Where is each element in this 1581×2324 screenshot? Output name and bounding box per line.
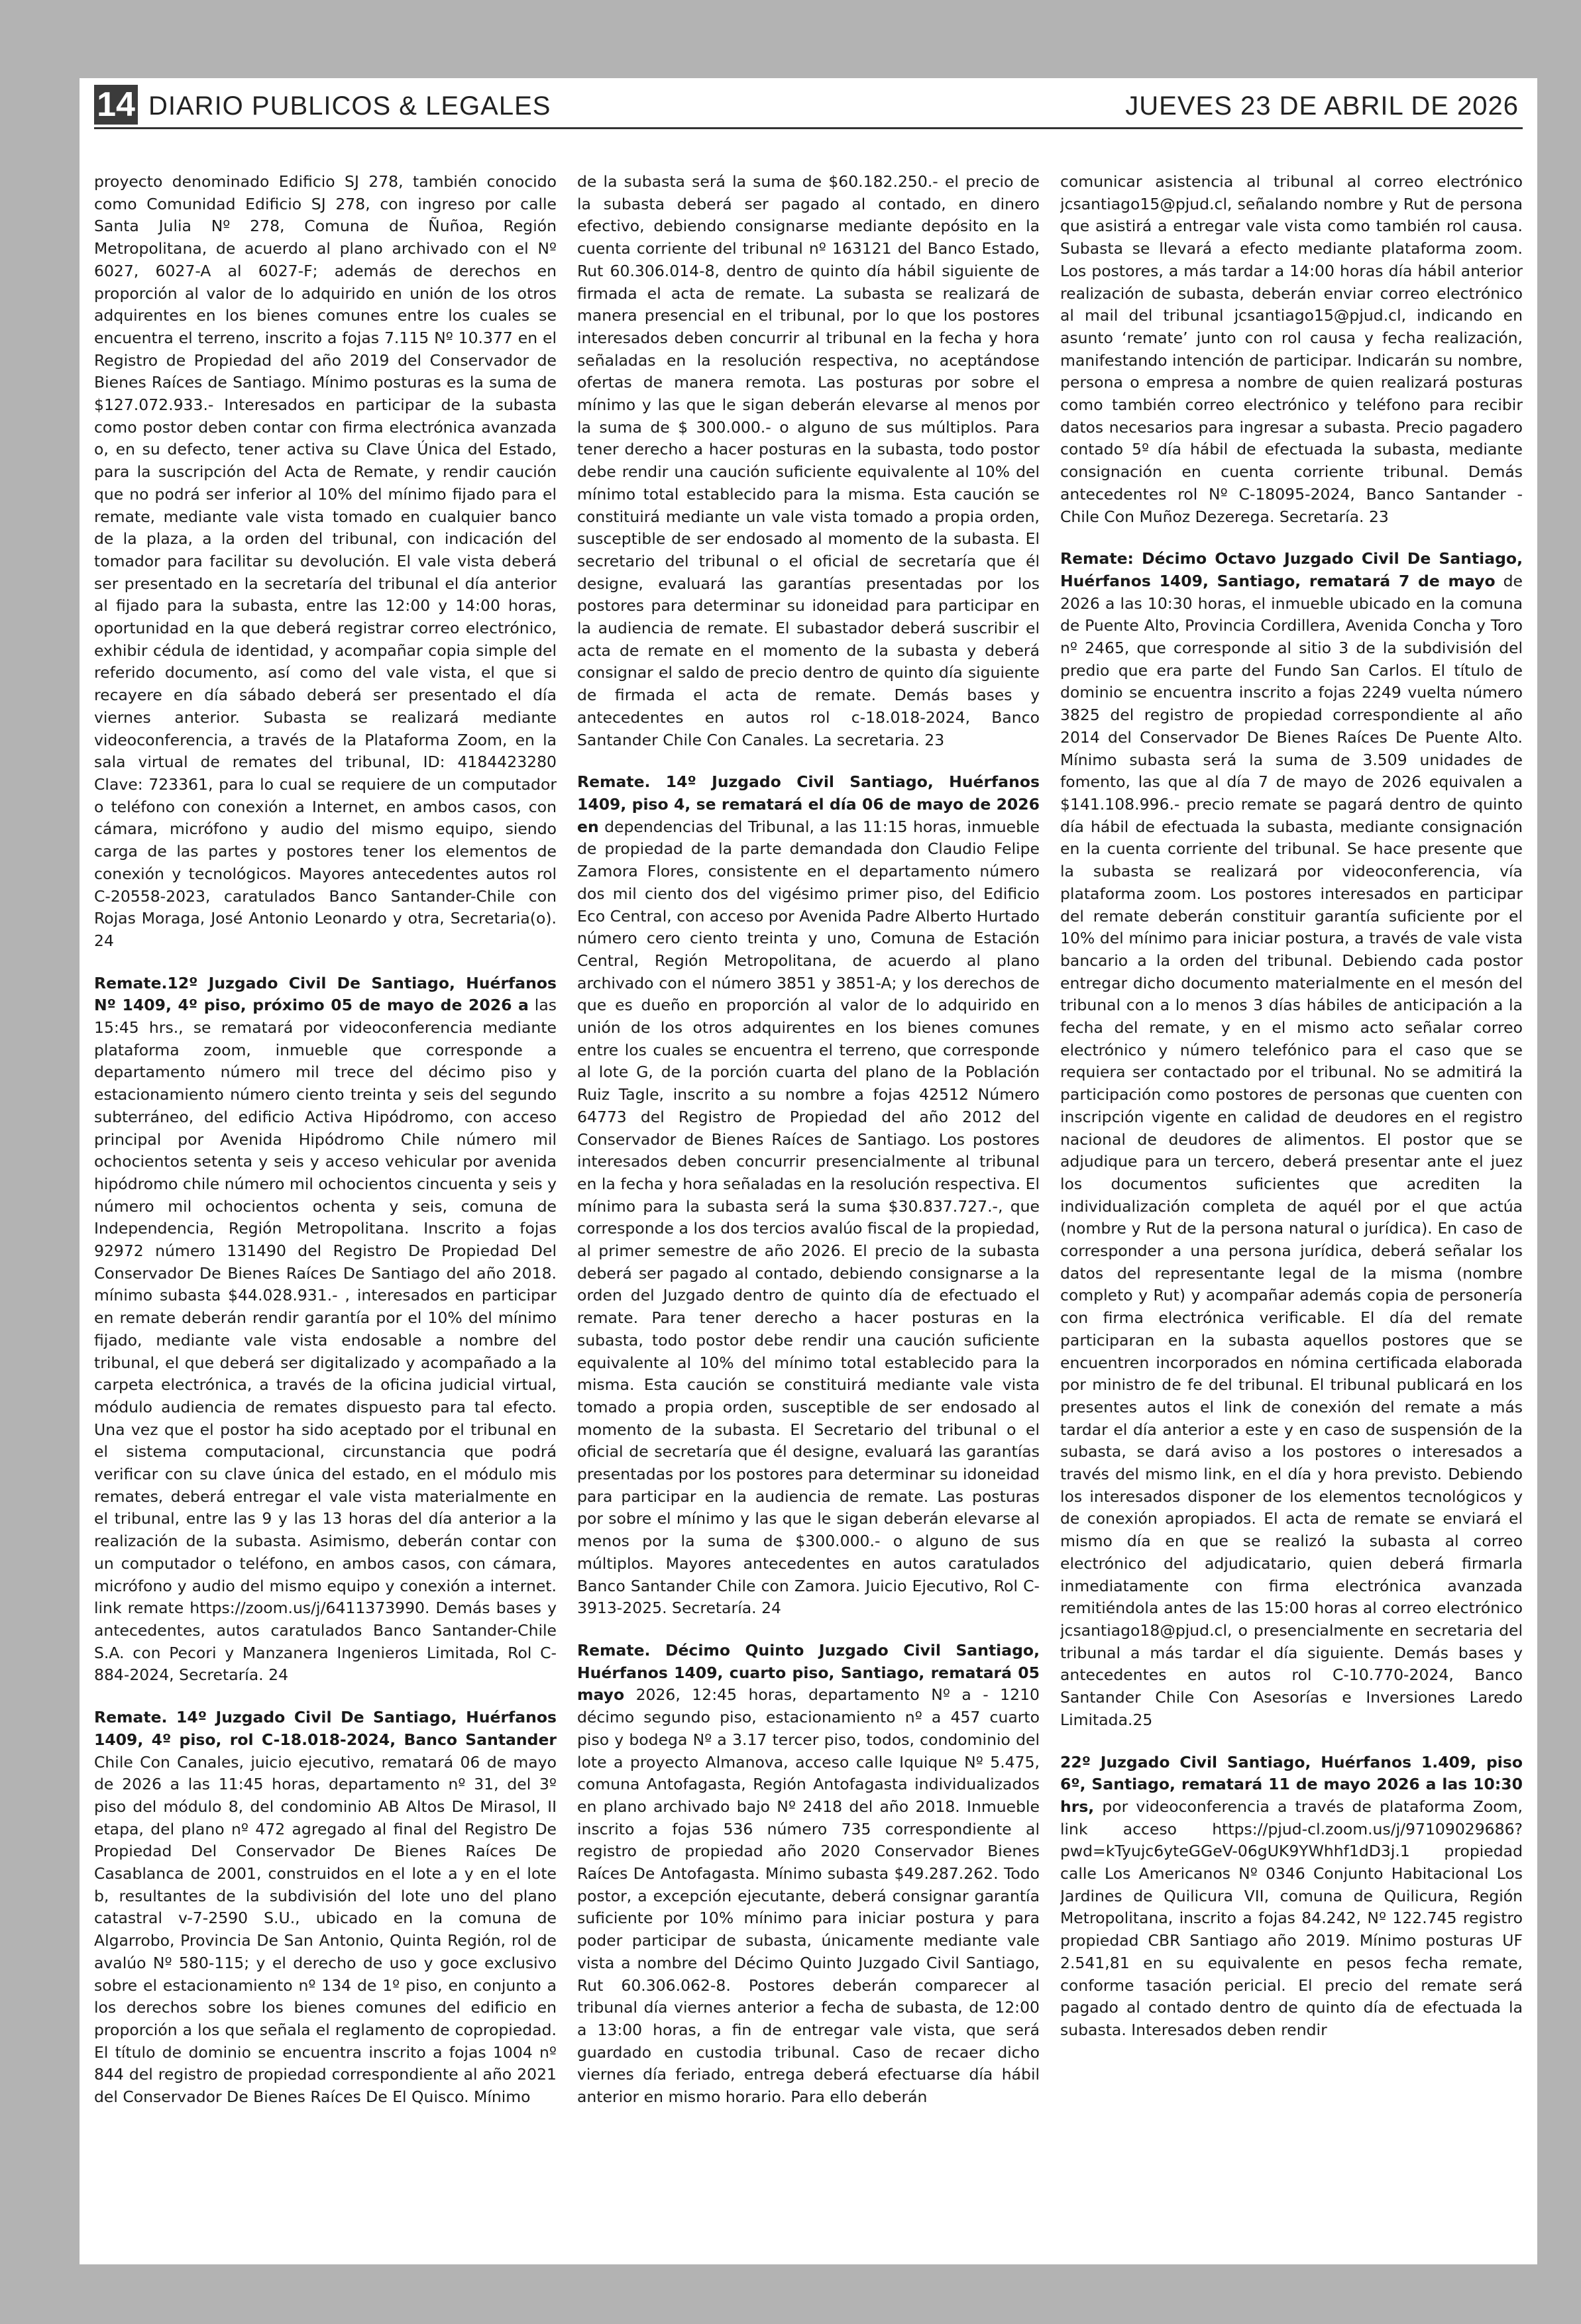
notice-body: 2026, 12:45 horas, departamento Nº a - 1210 décimo segundo piso, estacionamiento nº a 457 cuarto piso y bodega Nº a 3.17 tercer piso, todos, condominio del lote a proyecto Almanova, acceso calle Iquique Nº 5.475, comuna Antofagasta, Región Antofagasta individualizados en plano archivado bajo Nº 2418 del año 2018. Inmueble inscrito a fojas 536 número 735 correspondiente al registro de propiedad año 2020 Conservador Bienes Raíces De Antofagasta. Mínimo subasta $49.287.262. Todo postor, a excepción ejecutante, deberá consignar garantía suficiente por 10% mínimo para iniciar postura y para poder participar de subasta, únicamente mediante vale vista a nombre del Décimo Quinto Juzgado Civil Santiago, Rut 60.306.062-8. Postores deberán comparecer al tribunal día viernes anterior a fecha de subasta, de 12:00 a 13:00 horas, a fin de entregar vale vista, que será guardado en custodia tribunal. Caso de recaer dicho viernes día feriado, entrega deberá efectuarse día hábil anterior en mismo horario. Para ello deberán xyxy=(577,1685,1040,2107)
notice-title: Remate: Décimo Octavo Juzgado Civil De Santiago, Huérfanos 1409, Santiago, rematará 7 de mayo xyxy=(1060,549,1523,590)
notice-columns xyxy=(94,171,1523,2251)
notice-title: Remate. 14º Juzgado Civil De Santiago, Huérfanos 1409, 4º piso, rol C-18.018-2024, Banco Santander xyxy=(94,1708,557,1749)
notice-body: dependencias del Tribunal, a las 11:15 horas, inmueble de propiedad de la parte demandada don Claudio Felipe Zamora Flores, consistente en el departamento número dos mil ciento dos del vigésimo primer piso, del Edificio Eco Central, con acceso por Avenida Padre Alberto Hurtado número cero ciento treinta y uno, Comuna de Estación Central, Región Metropolitana, de acuerdo al plano archivado con el número 3851 y 3851-A; y los derechos de que es dueño en proporción al valor de lo adquirido en unión de los otros adquirentes en los bienes comunes entre los cuales se encuentra el terreno, que corresponde al lote G, de la porción cuarta del plano de la Población Ruiz Tagle, inscrito a su nombre a fojas 42512 Número 64773 del Registro de Propiedad del año 2012 del Conservador de Bienes Raíces de Santiago. Los postores interesados deben concurrir presencialmente al tribunal en la fecha y hora señaladas en la resolución respectiva. El mínimo para la subasta será la suma $30.837.727.-, que corresponde a los dos tercios avalúo fiscal de la propiedad, al primer semestre de año 2026. El precio de la subasta deberá ser pagado al contado, debiendo consignarse a la orden del Juzgado dentro de quinto día de efectuado el remate. Para tener derecho a hacer posturas en la subasta, todo postor debe rendir una caución suficiente equivalente al 10% del mínimo total establecido para la misma. Esta caución se constituirá mediante vale vista tomado a propia orden, susceptible de ser endosado al momento de la subasta. El Secretario del tribunal o el oficial de secretaría que él designe, evaluará las garantías presentadas por los postores para determinar su idoneidad para participar en la audiencia de remate. Las posturas por sobre el mínimo y las que le sigan deberán elevarse al menos por la suma de $300.000.- o alguno de sus múltiplos. Mayores antecedentes en autos caratulados Banco Santander Chile con Zamora. Juicio Ejecutivo, Rol C-3913-2025. Secretaría. 24 xyxy=(577,817,1040,1618)
notice-body: de 2026 a las 10:30 horas, el inmueble ubicado en la comuna de Puente Alto, Provincia Cordillera, Avenida Concha y Toro nº 2465, que corresponde al sitio 3 de la subdivisión del predio que era parte del Fundo San Carlos. El título de dominio se encuentra inscrito a fojas 2249 vuelta número 3825 del registro de propiedad correspondiente al año 2014 del Conservador De Bienes Raíces De Puente Alto. Mínimo subasta será la suma de 3.509 unidades de fomento, las que al día 7 de mayo de 2026 equivalen a $141.108.996.- precio remate se pagará dentro de quinto día hábil de efectuada la subasta, mediante consignación en la cuenta corriente del tribunal. Se hace presente que la subasta se realizará por videoconferencia, vía plataforma zoom. Los postores interesados en participar del remate deberán constituir garantía suficiente por el 10% del mínimo para iniciar postura, a través de vale vista bancario a la orden del tribunal. Debiendo cada postor entregar dicho documento materialmente en el mesón del tribunal con a lo menos 3 días hábiles de anticipación a la fecha del remate, y en el mismo acto señalar correo electrónico y número telefónico para el caso que se requiera ser contactado por el tribunal. No se admitirá la participación como postores de personas que cuenten con inscripción vigente en calidad de deudores en el registro nacional de deudores de alimentos. El postor que se adjudique para un tercero, deberá presentar ante el juez los documentos suficientes que acrediten la individualización completa de aquél por el que actúa (nombre y Rut de la persona natural o jurídica). En caso de corresponder a una persona jurídica, deberá señalar los datos del representante legal de la misma (nombre completo y Rut) y acompañar además copia de personería con firma electrónica verificable. El día del remate participaran en la subasta aquellos postores que se encuentren incorporados en nómina certificada elaborada por ministro de fe del tribunal. El tribunal publicará en los presentes autos el link de conexión del remate a más tardar el día anterior a este y en caso de suspensión de la subasta, se dará aviso a los postores o interesados a través del mismo link, en el día y hora previsto. Debiendo los interesados disponer de los elementos tecnológicos y de conexión apropiados. El acta de remate se enviará el mismo día en que se realizó la subasta al correo electrónico del adjudicatario, quien deberá firmarla inmediatamente con firma electrónica avanzada remitiéndola antes de las 15:00 horas al correo electrónico jcsantiago18@pjud.cl, o presencialmente en secretaria del tribunal a más tardar el día siguiente. Demás bases y antecedentes en autos rol C-10.770-2024, Banco Santander Chile Con Asesorías e Inversiones Laredo Limitada.25 xyxy=(1060,571,1523,1729)
notice-title: Remate. Décimo Quinto Juzgado Civil Santiago, Huérfanos 1409, cuarto piso, Santiago, rematará 05 mayo xyxy=(577,1641,1040,1705)
newspaper-page xyxy=(80,78,1537,2264)
notice-body: de la subasta será la suma de $60.182.250.- el precio de la subasta deberá ser pagado al contado, en dinero efectivo, debiendo consignarse mediante depósito en la cuenta corriente del tribunal nº 163121 del Banco Estado, Rut 60.306.014-8, dentro de quinto día hábil siguiente de firmada el acta de remate. La subasta se realizará de manera presencial en el tribunal, por lo que los postores interesados deben concurrir al tribunal en la fecha y hora señaladas en la resolución respectiva, no aceptándose ofertas de manera remota. Las posturas por sobre el mínimo y las que le sigan deberán elevarse al menos por la suma de $ 300.000.- o alguno de sus múltiplos. Para tener derecho a hacer posturas en la subasta, todo postor debe rendir una caución suficiente equivalente al 10% del mínimo total establecido para la misma. Esta caución se constituirá mediante un vale vista tomado a propia orden, susceptible de ser endosado al momento de la subasta. El secretario del tribunal o el oficial de secretaría que él designe, evaluará las garantías presentadas por los postores para determinar su idoneidad para participar en la audiencia de remate. El subastador deberá suscribir el acta de remate en el momento de la subasta y deberá consignar el saldo de precio dentro de quinto día siguiente de firmada el acta de remate. Demás bases y antecedentes en autos rol c-18.018-2024, Banco Santander Chile Con Canales. La secretaria. 23 xyxy=(577,172,1040,749)
notice-title: Remate.12º Juzgado Civil De Santiago, Huérfanos Nº 1409, 4º piso, próximo 05 de mayo de 2026 a xyxy=(94,973,557,1015)
legal-notice xyxy=(94,171,557,953)
publication-name: DIARIO PUBLICOS & LEGALES xyxy=(148,91,551,121)
legal-notice xyxy=(1060,1752,1523,2042)
notice-title: Remate. 14º Juzgado Civil Santiago, Huérfanos 1409, piso 4, se rematará el día 06 de mayo de 2026 en xyxy=(577,772,1040,836)
legal-notice xyxy=(577,1640,1040,2109)
notice-body: por videoconferencia a través de plataforma Zoom, link acceso https://pjud-cl.zoom.us/j/97109029686?pwd=kTyujc6yteGGeV-06gUK9YWhhf1dD3j.1 propiedad calle Los Americanos Nº 0346 Conjunto Habitacional Los Jardines de Quilicura VII, comuna de Quilicura, Región Metropolitana, inscrito a fojas 84.242, Nº 122.745 registro propiedad CBR Santiago año 2019. Mínimo posturas UF 2.541,81 en su equivalente en pesos fecha remate, conforme tasación pericial. El precio del remate será pagado al contado dentro de quinto día de efectuada la subasta. Interesados deben rendir xyxy=(1060,1797,1523,2039)
notice-body: comunicar asistencia al tribunal al correo electrónico jcsantiago15@pjud.cl, señalando nombre y Rut de persona que asistirá a entregar vale vista como también rol causa. Subasta se llevará a efecto mediante plataforma zoom. Los postores, a más tardar a 14:00 horas día hábil anterior realización de subasta, deberán enviar correo electrónico al mail del tribunal jcsantiago15@pjud.cl, indicando en asunto ‘remate’ junto con rol causa y fecha realización, manifestando intención de participar. Indicarán su nombre, persona o empresa a nombre de quien realizará posturas como también correo electrónico y teléfono para recibir datos necesarios para ingresar a subasta. Precio pagadero contado 5º día hábil de efectuada la subasta, mediante consignación en cuenta corriente tribunal. Demás antecedentes rol Nº C-18095-2024, Banco Santander - Chile Con Muñoz Dezerega. Secretaría. 23 xyxy=(1060,172,1523,526)
notice-body: proyecto denominado Edificio SJ 278, también conocido como Comunidad Edificio SJ 278, con ingreso por calle Santa Julia Nº 278, Comuna de Ñuñoa, Región Metropolitana, de acuerdo al plano archivado con el Nº 6027, 6027-A al 6027-F; además de derechos en proporción al valor de lo adquirido en unión de los otros adquirentes en los bienes comunes entre los cuales se encuentra el terreno, inscrito a fojas 7.115 Nº 10.377 en el Registro de Propiedad del año 2019 del Conservador de Bienes Raíces de Santiago. Mínimo posturas es la suma de $127.072.933.- Interesados en participar de la subasta como postor deben contar con firma electrónica avanzada o, en su defecto, tener activa su Clave Única del Estado, para la suscripción del Acta de Remate, y rendir caución que no podrá ser inferior al 10% del mínimo fijado para el remate, mediante vale vista tomado en cualquier banco de la plaza, a la orden del tribunal, con indicación del tomador para facilitar su devolución. El vale vista deberá ser presentado en la secretaría del tribunal el día anterior al fijado para la subasta, entre las 12:00 y 14:00 horas, oportunidad en la que deberá registrar correo electrónico, exhibir cédula de identidad, y acompañar copia simple del referido documento, así como del vale vista, el que si recayere en día sábado deberá ser presentado el día viernes anterior. Subasta se realizará mediante videoconferencia, a través de la Plataforma Zoom, en la sala virtual de remates del tribunal, ID: 4184423280 Clave: 723361, para lo cual se requiere de un computador o teléfono con conexión a Internet, en ambos casos, con cámara, micrófono y audio del mismo equipo, siendo carga de las partes y postores tener los elementos de conexión y tecnológicos. Mayores antecedentes autos rol C-20558-2023, caratulados Banco Santander-Chile con Rojas Moraga, José Antonio Leonardo y otra, Secretaria(o). 24 xyxy=(94,172,557,950)
legal-notice xyxy=(1060,171,1523,528)
page-number: 14 xyxy=(94,85,138,125)
column-3 xyxy=(1060,171,1523,2251)
legal-notice xyxy=(94,973,557,1687)
legal-notice xyxy=(1060,548,1523,1731)
page-header xyxy=(94,85,1523,129)
notice-body: Chile Con Canales, juicio ejecutivo, rematará 06 de mayo de 2026 a las 11:45 horas, departamento nº 31, del 3º piso del módulo 8, del condominio AB Altos De Mirasol, II etapa, del plano nº 472 agregado al final del Registro De Propiedad Del Conservador De Bienes Raíces De Casablanca de 2001, construidos en el lote a y en el lote b, resultantes de la subdivisión del lote uno del plano catastral v-7-2590 S.U., ubicado en la comuna de Algarrobo, Provincia De San Antonio, Quinta Región, rol de avalúo Nº 580-115; y el derecho de uso y goce exclusivo sobre el estacionamiento nº 134 de 1º piso, en conjunto a los derechos sobre los bienes comunes del edificio en proporción a los que señala el reglamento de copropiedad. El título de dominio se encuentra inscrito a fojas 1004 nº 844 del registro de propiedad correspondiente al año 2021 del Conservador De Bienes Raíces De El Quisco. Mínimo xyxy=(94,1752,557,2107)
column-2 xyxy=(577,171,1040,2251)
issue-date: JUEVES 23 DE ABRIL DE 2026 xyxy=(1125,91,1519,121)
column-1 xyxy=(94,171,557,2251)
legal-notice xyxy=(577,771,1040,1620)
notice-body: las 15:45 hrs., se rematará por videoconferencia mediante plataforma zoom, inmueble que corresponde a departamento número mil trece del décimo piso y estacionamiento número ciento treinta y seis del segundo subterráneo, del edificio Activa Hipódromo, con acceso principal por Avenida Hipódromo Chile número mil ochocientos setenta y seis y acceso vehicular por avenida hipódromo chile número mil ochocientos cincuenta y seis y número mil ochocientos ochenta y seis, comuna de Independencia, Región Metropolitana. Inscrito a fojas 92972 número 131490 del Registro De Propiedad Del Conservador De Bienes Raíces De Santiago del año 2018. mínimo subasta $44.028.931.- , interesados en participar en remate deberán rendir garantía por el 10% del mínimo fijado, mediante vale vista endosable a nombre del tribunal, el que deberá ser digitalizado y acompañado a la carpeta electrónica, a través de la oficina judicial virtual, módulo audiencia de remates dispuesto para tal efecto. Una vez que el postor ha sido aceptado por el tribunal en el sistema computacional, circunstancia que podrá verificar con su clave única del estado, en el módulo mis remates, deberá entregar el vale vista materialmente en el tribunal, entre las 9 y las 13 horas del día anterior a la realización de la subasta. Asimismo, deberán contar con un computador o teléfono, en ambos casos, con cámara, micrófono y audio del mismo equipo y conexión a internet. link remate https://zoom.us/j/6411373990. Demás bases y antecedentes, autos caratulados Banco Santander-Chile S.A. con Pecori y Manzanera Ingenieros Limitada, Rol C-884-2024, Secretaría. 24 xyxy=(94,996,557,1685)
notice-title: 22º Juzgado Civil Santiago, Huérfanos 1.409, piso 6º, Santiago, rematará 11 de mayo 2026 a las 10:30 hrs, xyxy=(1060,1752,1523,1816)
legal-notice xyxy=(577,171,1040,751)
legal-notice xyxy=(94,1707,557,2109)
